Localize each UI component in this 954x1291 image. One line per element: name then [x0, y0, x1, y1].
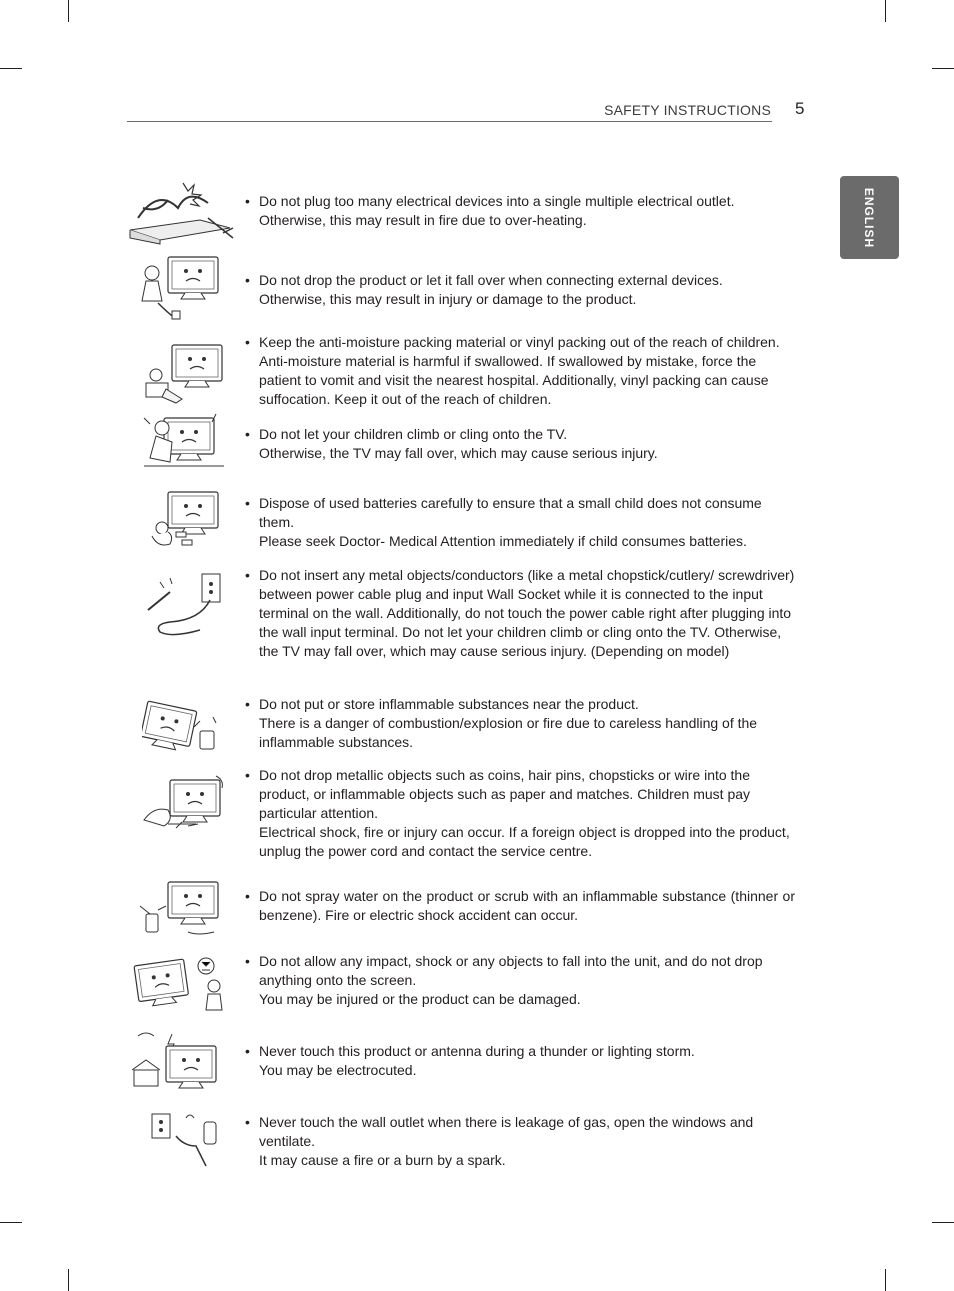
header-rule: [127, 121, 772, 122]
instruction-text: • Never touch the wall outlet when there is leakage of gas, open the windows and ventilate. It may cause a fire or a burn by a spark.: [245, 1114, 754, 1168]
instruction-text: • Never touch this product or antenna during a thunder or lighting storm. You may be electrocuted.: [245, 1043, 695, 1078]
crop-mark: [885, 1269, 886, 1291]
page-number: 5: [795, 99, 805, 118]
crop-mark: [0, 68, 22, 69]
metal-object-socket-icon: [140, 570, 230, 638]
gas-leak-outlet-icon: [146, 1108, 226, 1176]
flammable-substance-icon: [142, 693, 222, 757]
spray-water-icon: [138, 876, 228, 940]
multiple-outlet-icon: [128, 178, 238, 248]
language-tab-label: ENGLISH: [862, 187, 877, 248]
instruction-text: • Do not allow any impact, shock or any objects to fall into the unit, and do not drop anything onto the screen. You may be injured or the product can be damaged.: [245, 953, 763, 1007]
falling-tv-cable-icon: [138, 253, 228, 323]
batteries-child-icon: [142, 488, 222, 558]
language-tab[interactable]: [840, 176, 899, 259]
instruction-text: • Keep the anti-moisture packing material or vinyl packing out of the reach of children. Anti-moisture material is harmful if swallowed. If swallowed by mistake, force the patient to vomit and visit the nearest hospital. Additionally, vinyl packing can cause suffocation. Keep it out of the reach of children.: [245, 334, 780, 407]
instruction-text: • Do not spray water on the product or scrub with an inflammable substance (thinner or benzene). Fire or electric shock accident can occur.: [245, 888, 795, 923]
crop-mark: [68, 1269, 69, 1291]
crop-mark: [885, 0, 886, 22]
crop-mark: [932, 68, 954, 69]
thunderstorm-icon: [132, 1030, 222, 1094]
instruction-text: • Dispose of used batteries carefully to ensure that a small child does not consume them. Please seek Doctor- Medical Attention immediately if child consumes batteries.: [245, 495, 762, 549]
metallic-objects-icon: [140, 772, 230, 836]
child-climbing-tv-icon: [138, 410, 228, 480]
section-title: SAFETY INSTRUCTIONS: [604, 102, 771, 118]
instruction-text: • Do not put or store inflammable substances near the product. There is a danger of combustion/explosion or fire due to careless handling of the inflammable substances.: [245, 696, 758, 750]
crop-mark: [0, 1222, 22, 1223]
instruction-text: • Do not drop metallic objects such as coins, hair pins, chopsticks or wire into the product, or inflammable objects such as paper and matches. Children must pay particular attention. Electrical shock, fire or injury can occur. If a foreign object is dropped into the product, unplug the power cord and contact the service centre.: [245, 767, 790, 859]
instruction-text: • Do not drop the product or let it fall over when connecting external devices. Otherwise, this may result in injury or damage to the product.: [245, 272, 723, 307]
crop-mark: [932, 1222, 954, 1223]
instruction-text: • Do not insert any metal objects/conductors (like a metal chopstick/cutlery/ screwdriver) between power cable plug and input Wall Socket while it is connected to the input terminal on the wall. Additionally, do not touch the power cable right after plugging into the wall input terminal. Do not let your children climb or cling onto the TV. Otherwise, the TV may fall over, which may cause serious injury. (Depending on model): [245, 567, 795, 659]
packing-material-icon: [138, 341, 228, 406]
instruction-text: • Do not let your children climb or cling onto the TV. Otherwise, the TV may fall over, which may cause serious injury.: [245, 426, 658, 461]
crop-mark: [68, 0, 69, 22]
ball-impact-icon: [130, 956, 230, 1016]
instruction-text: • Do not plug too many electrical devices into a single multiple electrical outlet. Otherwise, this may result in fire due to over-heating.: [245, 193, 735, 228]
